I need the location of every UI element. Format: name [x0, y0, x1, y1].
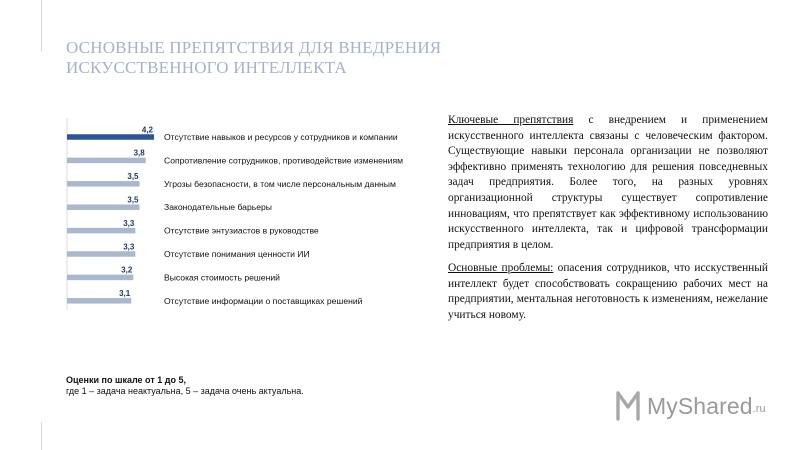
category-label-4: Законодательные барьеры [164, 202, 272, 213]
myshared-watermark [612, 389, 772, 425]
category-label-2: Сопротивление сотрудников, противодействие изменениям [164, 155, 404, 166]
bar-3 [67, 181, 140, 187]
title-line-2: ИСКУССТВЕННОГО ИНТЕЛЛЕКТА [66, 58, 347, 77]
accent-line-bottom [41, 422, 42, 450]
bar-4 [67, 204, 140, 210]
bar-1 [67, 134, 154, 140]
bar-value-label-4: 3,5 [127, 195, 139, 205]
bar-value-label-3: 3,5 [127, 172, 139, 182]
category-label-3: Угрозы безопасности, в том числе персональным данным [164, 178, 396, 189]
bar-value-label-6: 3,3 [123, 242, 135, 252]
category-label-8: Отсутствие информации о поставщиках решений [164, 295, 363, 306]
bar-6 [67, 251, 135, 257]
myshared-logo-icon [612, 389, 644, 423]
footnote-scale: Оценки по шкале от 1 до 5, [66, 375, 186, 385]
bar-value-label-2: 3,8 [133, 148, 145, 158]
rating-footnote [66, 375, 304, 397]
bar-5 [67, 228, 135, 234]
key-obstacles-paragraph [448, 113, 768, 253]
bar-8 [67, 298, 131, 304]
main-problems-lead: Основные проблемы: [448, 262, 554, 274]
footnote-explanation: где 1 – задача неактуальна, 5 – задача очень актуальна. [66, 386, 304, 396]
category-label-5: Отсутствие энтузиастов в руководстве [164, 225, 319, 236]
main-problems-body: опасения сотрудников, что исскуственный интеллект будет способствовать сокращению рабочих мест на предприятии, ментальная неготовность к изменениям, нежелание учиться новому. [448, 262, 769, 321]
bar-value-label-7: 3,2 [121, 265, 133, 275]
bar-value-label-8: 3,1 [119, 289, 131, 299]
bar-group [67, 125, 403, 306]
title-line-1: ОСНОВНЫЕ ПРЕПЯТСТВИЯ ДЛЯ ВНЕДРЕНИЯ [66, 38, 442, 57]
watermark-text [647, 393, 766, 420]
bar-7 [67, 275, 133, 281]
key-obstacles-body: с внедрением и применением искусственного интеллекта связаны с человеческим фактором. Существующие навыки персонала организации не позволяют эффективно применять технологию для решения повседневных задач предприятия. Более того, на разных уровнях организационной структуры существует сопротивление инновациям, что препятствует как эффективному использованию искусственного интеллекта, так и цифровой трансформации предприятия в целом. [448, 114, 768, 251]
bar-2 [67, 158, 146, 164]
category-label-6: Отсутствие понимания ценности ИИ [164, 249, 310, 259]
watermark-suffix: .ru [752, 403, 766, 415]
key-obstacles-lead: Ключевые препятствия [448, 114, 574, 126]
category-label-7: Высокая стоимость решений [164, 272, 280, 283]
slide-title [66, 38, 546, 78]
watermark-name: MyShared [647, 393, 753, 419]
category-label-1: Отсутствие навыков и ресурсов у сотрудников и компании [164, 132, 398, 142]
main-problems-paragraph [448, 261, 768, 323]
obstacles-bar-chart [60, 118, 420, 313]
bar-value-label-5: 3,3 [123, 218, 135, 228]
bar-value-label-1: 4,2 [141, 125, 153, 135]
accent-line-top [41, 0, 42, 52]
